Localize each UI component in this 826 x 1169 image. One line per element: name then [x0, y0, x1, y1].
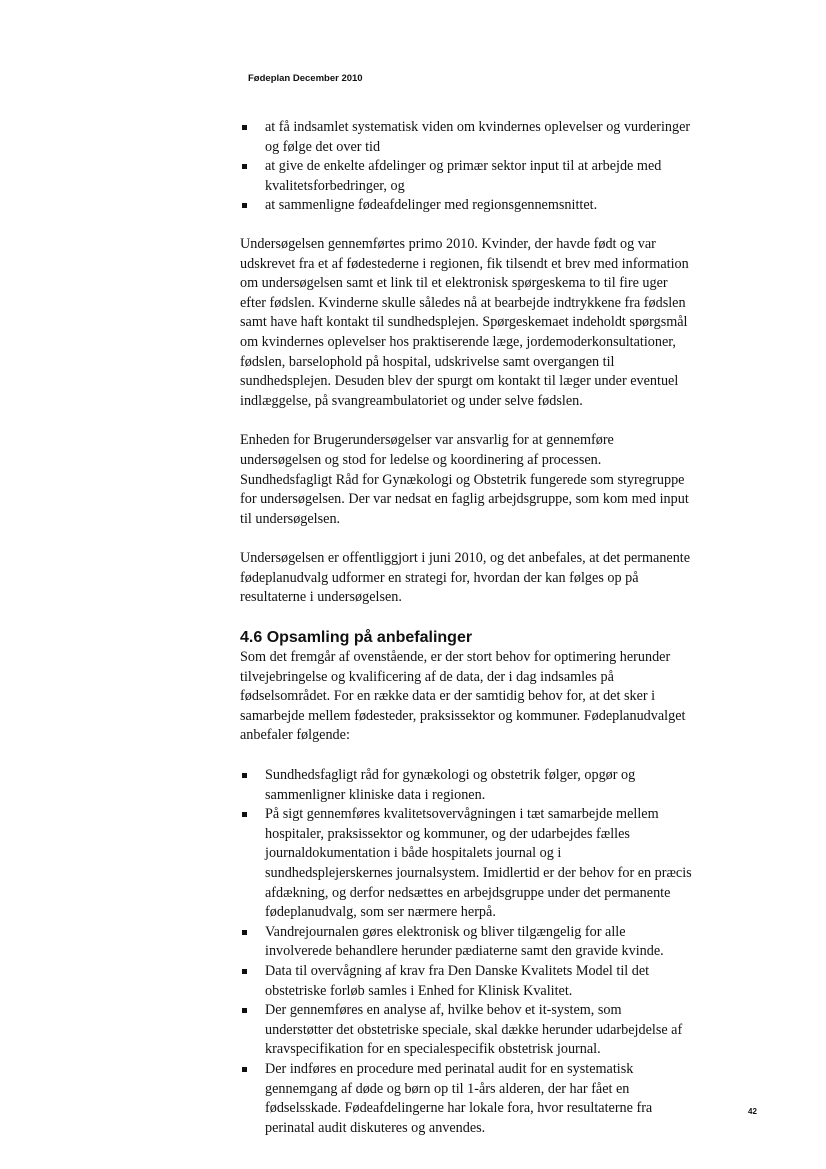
- paragraph: Undersøgelsen er offentliggjort i juni 2010, og det anbefales, at det permanente fødeplanudvalg udformer en strategi for, hvordan der kan følges op på resultaterne i undersøgelsen.: [240, 550, 691, 606]
- page-number: 42: [748, 1107, 757, 1116]
- list-item: Der indføres en procedure med perinatal audit for en systematisk gennemgang af døde og børn op til 1-års alderen, der har fået en fødselsskade. Fødeafdelingerne har lokale fora, hvor resultaterne fra perinatal audit diskuteres og anvendes.: [240, 1060, 692, 1138]
- bullet-icon: [242, 773, 247, 778]
- intro-bullet-list: [240, 118, 692, 216]
- bullet-icon: [242, 164, 247, 169]
- list-item: På sigt gennemføres kvalitetsovervågningen i tæt samarbejde mellem hospitaler, praksissektor og kommuner, og der udarbejdes fælles journaldokumentation i både hospitalets journal og i sundhedsplejerskernes journalsystem. Imidlertid er der behov for en præcis afdækning, og derfor nedsættes en arbejdsgruppe under det permanente fødeplanudvalg, som ser nærmere herpå.: [240, 805, 692, 923]
- list-item: Data til overvågning af krav fra Den Danske Kvalitets Model til det obstetriske forløb samles i Enhed for Klinisk Kvalitet.: [240, 962, 692, 1001]
- body-text: [240, 118, 692, 1138]
- list-item: Vandrejournalen gøres elektronisk og bliver tilgængelig for alle involverede behandlere herunder pædiaterne samt den gravide kvinde.: [240, 923, 692, 962]
- bullet-icon: [242, 812, 247, 817]
- list-item: at sammenligne fødeafdelinger med regionsgennemsnittet.: [240, 196, 692, 216]
- recommendation-list: [240, 766, 692, 1138]
- list-item: at få indsamlet systematisk viden om kvindernes oplevelser og vurderinger og følge det over tid: [240, 118, 692, 157]
- section-heading: 4.6 Opsamling på anbefalinger: [240, 629, 473, 647]
- bullet-icon: [242, 125, 247, 130]
- paragraph: Undersøgelsen gennemførtes primo 2010. Kvinder, der havde født og var udskrevet fra et af fødestederne i regionen, fik tilsendt et brev med information om undersøgelsen samt et link til et elektronisk spørgeskema to til fire uger efter fødslen. Kvinderne skulle således nå at bearbejde indtrykkene fra fødslen samt have haft kontakt til sundhedsplejen. Spørgeskemaet indeholdt spørgsmål om kvindernes oplevelser hos praktiserende læge, jordemoderkonsultationer, fødslen, barselophold på hospital, udskrivelse samt overgangen til sundhedsplejen. Desuden blev der spurgt om kontakt til læger under eventuel indlæggelse, på svangreambulatoriet og under selve fødslen.: [240, 235, 689, 409]
- running-header: Fødeplan December 2010: [248, 73, 363, 84]
- list-item: at give de enkelte afdelinger og primær sektor input til at arbejde med kvalitetsforbedringer, og: [240, 157, 692, 196]
- list-item: Sundhedsfagligt råd for gynækologi og obstetrik følger, opgør og sammenligner kliniske data i regionen.: [240, 766, 692, 805]
- bullet-icon: [242, 930, 247, 935]
- section-intro: Som det fremgår af ovenstående, er der stort behov for optimering herunder tilvejebringelse og kvalificering af de data, der i dag indsamles på fødselsområdet. For en række data er der samtidig behov for, at det sker i samarbejde mellem fødesteder, praksissektor og kommuner. Fødeplanudvalget anbefaler følgende:: [240, 649, 686, 744]
- bullet-icon: [242, 969, 247, 974]
- bullet-icon: [242, 203, 247, 208]
- paragraph: Enheden for Brugerundersøgelser var ansvarlig for at gennemføre undersøgelsen og stod for ledelse og koordinering af processen. Sundhedsfagligt Råd for Gynækologi og Obstetrik fungerede som styregruppe for undersøgelsen. Der var nedsat en faglig arbejdsgruppe, som kom med input til undersøgelsen.: [240, 432, 689, 527]
- bullet-icon: [242, 1008, 247, 1013]
- list-item: Der gennemføres en analyse af, hvilke behov et it-system, som understøtter det obstetriske speciale, skal dække herunder udarbejdelse af kravspecifikation for en specialespecifik obstetrisk journal.: [240, 1001, 692, 1060]
- bullet-icon: [242, 1067, 247, 1072]
